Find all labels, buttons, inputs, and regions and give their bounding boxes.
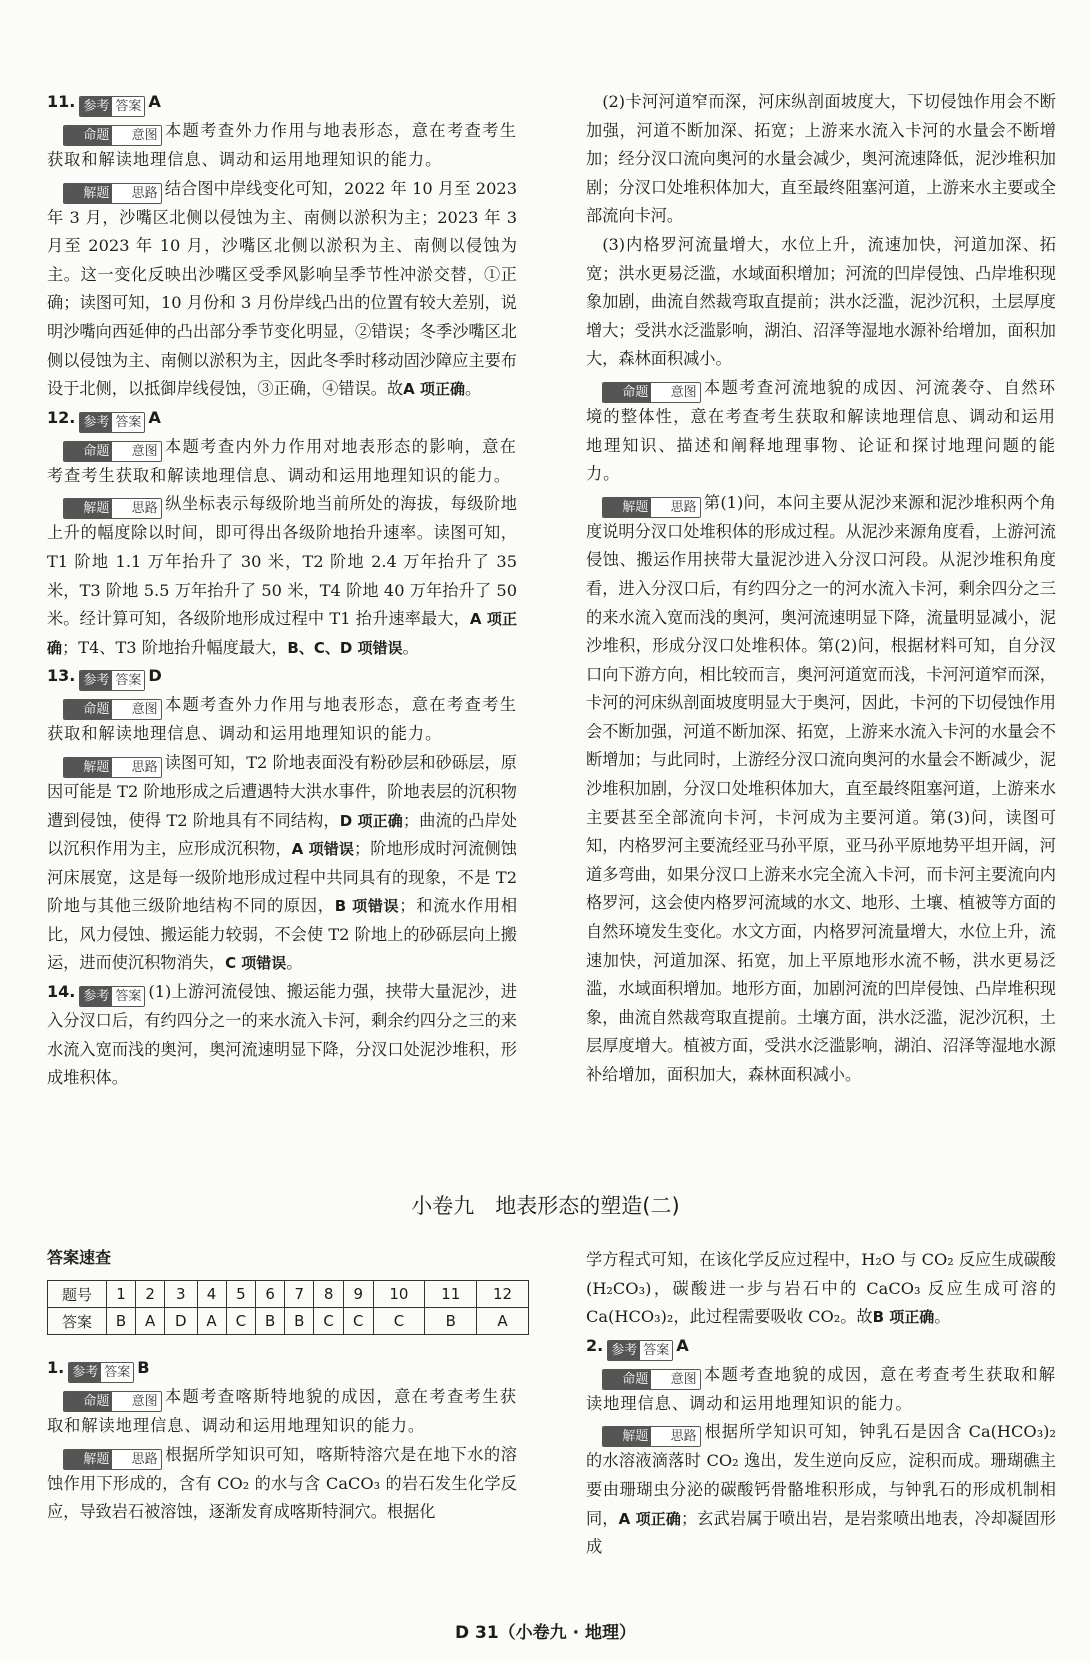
table-cell: A bbox=[477, 1308, 529, 1335]
s1-answer: B bbox=[137, 1358, 150, 1377]
table-cell: C bbox=[314, 1308, 344, 1335]
left-column-lower bbox=[47, 1300, 517, 1527]
reference-answer-tag: 参考 答案 bbox=[68, 1362, 134, 1383]
table-cell: 5 bbox=[226, 1281, 256, 1308]
q13-answer-line bbox=[47, 662, 517, 691]
right-column bbox=[586, 88, 1056, 1090]
s2-number: 2. bbox=[586, 1335, 604, 1355]
table-cell: 2 bbox=[136, 1281, 165, 1308]
q14-number: 14. bbox=[47, 982, 76, 1002]
q14-answer-2: (2)卡河河道窄而深，河床纵剖面坡度大，下切侵蚀作用会不断加强，河道不断加深、拓宽；上游来水流入卡河的水量会不断增加；经分汊口流向奥河的水量会减少，奥河流速降低，泥沙堆积加剧；分汊口处堆积体加大，直至最终阻塞河道，上游来水主要或全部流向卡河。 bbox=[586, 92, 1056, 226]
s1-intent: 命题 意图 本题考查喀斯特地貌的成因，意在考查考生获取和解读地理信息、调动和运用地理知识的能力。 bbox=[47, 1387, 517, 1435]
reference-answer-tag: 参考 答案 bbox=[79, 96, 145, 117]
q12-idea: 解题 思路 纵坐标表示每级阶地当前所处的海拔，每级阶地上升的幅度除以时间，即可得出各级阶地抬升速率。读图可知，T1 阶地 1.1 万年抬升了 30 米，T2 阶地 2.4 万年抬升了 35 米，T3 阶地 5.5 万年抬升了 50 米，T4 阶地 40 万年抬升了 50 米。经计算可知，各级阶地形成过程中 T1 抬升速率最大，A 项正确；T4、T3 阶地抬升幅度最大，B、C、D 项错误。 bbox=[47, 494, 517, 657]
q14-idea: 解题 思路 第(1)问，本问主要从泥沙来源和泥沙堆积两个角度说明分汊口处堆积体的形成过程。从泥沙来源角度看，上游河流侵蚀、搬运作用挟带大量泥沙进入分汊口河段。从泥沙堆积角度看，进入分汊口后，有约四分之一的河水流入卡河，剩余四分之三的来水流入宽而浅的奥河，奥河流速明显下降，流量明显减小，泥沙堆积，形成分汊口处堆积体。第(2)问，根据材料可知，自分汊口向下游方向，相比较而言，奥河河道宽而浅，卡河河道窄而深，卡河的河床纵剖面坡度明显大于奥河，因此，卡河的下切侵蚀作用会不断加强，河道不断加深、拓宽，上游来水流入卡河的水量会不断增加；与此同时，上游经分汊口流向奥河的水量会不断减少，泥沙堆积加剧，分汊口处堆积体加大，直至最终阻塞河道，上游来水主要甚至全部流向卡河，卡河成为主要河道。第(3)问，读图可知，内格罗河主要流经亚马孙平原，亚马孙平原地势平坦开阔，河道多弯曲，如果分汊口上游来水完全流入卡河，而卡河主要流向内格罗河，这会使内格罗河流域的水文、地形、土壤、植被等方面的自然环境发生变化。水文方面，内格罗河流量增大，水位上升，流速加快，河道加深、拓宽，加上平原地形水流不畅，洪水更易泛滥，水域面积增加。地形方面，加剧河流的凹岸侵蚀、凸岸堆积现象，曲流自然裁弯取直提前。土壤方面，洪水泛滥，泥沙沉积，土层厚度增大。植被方面，受洪水泛滥影响，湖泊、沼泽等湿地水源补给增加，面积加大，森林面积减小。 bbox=[586, 492, 1056, 1084]
table-cell: 12 bbox=[477, 1281, 529, 1308]
quick-answer-title: 答案速查 bbox=[47, 1248, 112, 1267]
table-cell: B bbox=[107, 1308, 136, 1335]
q11-number: 11. bbox=[47, 92, 76, 111]
intent-tag: 命题 意图 bbox=[63, 125, 161, 146]
reference-answer-tag: 参考 答案 bbox=[79, 670, 145, 691]
idea-tag: 解题 思路 bbox=[63, 183, 161, 204]
table-cell: 10 bbox=[373, 1281, 425, 1308]
q12-intent: 命题 意图 本题考查内外力作用对地表形态的影响，意在考查考生获取和解读地理信息、调动和运用地理知识的能力。 bbox=[47, 436, 517, 485]
table-cell: B bbox=[256, 1308, 285, 1335]
table-cell: A bbox=[136, 1308, 165, 1335]
s2-idea: 解题 思路 根据所学知识可知，钟乳石是因含 Ca(HCO₃)₂ 的水溶液滴落时 CO₂ 逸出，发生逆向反应，淀积而成。珊瑚礁主要由珊瑚虫分泌的碳酸钙骨骼堆积形成，与钟乳石的形成机制相同，A 项正确；玄武岩属于喷出岩，是岩浆喷出地表，冷却凝固形成 bbox=[586, 1422, 1056, 1557]
q13-answer: D bbox=[148, 666, 162, 686]
q13-idea: 解题 思路 读图可知，T2 阶地表面没有粉砂层和砂砾层，原因可能是 T2 阶地形成之后遭遇特大洪水事件，阶地表层的沉积物遭到侵蚀，使得 T2 阶地具有不同结构，D 项正确；曲流的凸岸处以沉积作用为主，应形成沉积物，A 项错误；阶地形成时河流侧蚀河床展宽，这是每一级阶地形成过程中共同具有的现象，不是 T2 阶地与其他三级阶地结构不同的原因，B 项错误；和流水作用相比，风力侵蚀、搬运能力较弱，不会使 T2 阶地上的砂砾层向上搬运，进而使沉积物消失，C 项错误。 bbox=[47, 752, 518, 973]
q11-idea: 解题 思路 结合图中岸线变化可知，2022 年 10 月至 2023 年 3 月，沙嘴区北侧以侵蚀为主、南侧以淤积为主；2023 年 3 月至 2023 年 10 月，沙嘴区北侧以淤积为主、南侧以侵蚀为主。这一变化反映出沙嘴区受季风影响呈季节性冲淤交替，①正确；读图可知，10 月份和 3 月份岸线凸出的位置有较大差别，说明沙嘴向西延伸的凸出部分季节变化明显，②错误；冬季沙嘴区北侧以侵蚀为主、南侧以淤积为主，因此冬季时移动固沙障应主要布设于北侧，以抵御岸线侵蚀，③正确，④错误。故A 项正确。 bbox=[47, 178, 517, 399]
q14-answer-1: 14. 参考 答案 (1)上游河流侵蚀、搬运能力强，挟带大量泥沙，进入分汊口后，有约四分之一的来水流入卡河，剩余约四分之三的来水流入宽而浅的奥河，奥河流速明显下降，分汊口处泥沙堆积，形成堆积体。 bbox=[47, 982, 517, 1088]
table-cell: 6 bbox=[256, 1281, 285, 1308]
table-cell: D bbox=[165, 1308, 197, 1335]
table-header-cell: 题号 bbox=[48, 1281, 107, 1308]
intent-tag: 命题 意图 bbox=[63, 441, 161, 462]
s1-answer-line bbox=[47, 1354, 517, 1383]
table-cell: A bbox=[197, 1308, 226, 1335]
s1-idea-continued: 学方程式可知，在该化学反应过程中，H₂O 与 CO₂ 反应生成碳酸(H₂CO₃)，碳酸进一步与岩石中的 CaCO₃ 反应生成可溶的 Ca(HCO₃)₂，此过程需要吸收 CO₂。故B 项正确。 bbox=[586, 1250, 1056, 1327]
table-cell: 7 bbox=[285, 1281, 314, 1308]
table-cell: C bbox=[226, 1308, 256, 1335]
q13-number: 13. bbox=[47, 666, 76, 686]
right-column-lower bbox=[586, 1246, 1056, 1562]
intent-tag: 命题 意图 bbox=[63, 1391, 161, 1412]
table-cell: 11 bbox=[425, 1281, 477, 1308]
s2-answer: A bbox=[676, 1335, 689, 1355]
table-cell: C bbox=[373, 1308, 425, 1335]
intent-tag: 命题 意图 bbox=[63, 699, 161, 720]
idea-tag: 解题 思路 bbox=[602, 1426, 700, 1447]
reference-answer-tag: 参考 答案 bbox=[79, 412, 145, 433]
q14-intent: 命题 意图 本题考查河流地貌的成因、河流袭夺、自然环境的整体性，意在考查考生获取和解读地理信息、调动和运用地理知识、描述和阐释地理事物、论证和探讨地理问题的能力。 bbox=[586, 377, 1056, 484]
table-cell: 4 bbox=[197, 1281, 226, 1308]
s2-answer-line bbox=[586, 1332, 1056, 1361]
q11-answer-line bbox=[47, 88, 517, 117]
reference-answer-tag: 参考 答案 bbox=[607, 1340, 673, 1361]
idea-tag: 解题 思路 bbox=[602, 497, 700, 518]
table-cell: 8 bbox=[314, 1281, 344, 1308]
s2-intent: 命题 意图 本题考查地貌的成因，意在考查考生获取和解读地理信息、调动和运用地理知识的能力。 bbox=[586, 1364, 1056, 1413]
table-cell: 3 bbox=[165, 1281, 197, 1308]
table-cell: 9 bbox=[343, 1281, 373, 1308]
q12-answer-line bbox=[47, 404, 517, 433]
s1-number: 1. bbox=[47, 1358, 65, 1377]
intent-tag: 命题 意图 bbox=[602, 1369, 700, 1390]
q14-answer-3: (3)内格罗河流量增大，水位上升，流速加快，河道加深、拓宽；洪水更易泛滥，水域面积增加；河流的凹岸侵蚀、凸岸堆积现象加剧，曲流自然裁弯取直提前；洪水泛滥，泥沙沉积，土层厚度增大；受洪水泛滥影响，湖泊、沼泽等湿地水源补给增加，面积加大，森林面积减小。 bbox=[586, 234, 1056, 369]
page-footer: D 31（小卷九 · 地理） bbox=[455, 1623, 636, 1643]
intent-tag: 命题 意图 bbox=[602, 382, 700, 403]
s1-idea: 解题 思路 根据所学知识可知，喀斯特溶穴是在地下水的溶蚀作用下形成的，含有 CO₂ 的水与含 CaCO₃ 的岩石发生化学反应，导致岩石被溶蚀，逐渐发育成喀斯特洞穴。根据化 bbox=[47, 1444, 517, 1522]
idea-tag: 解题 思路 bbox=[63, 498, 161, 519]
table-cell: 1 bbox=[107, 1281, 136, 1308]
idea-tag: 解题 思路 bbox=[63, 1449, 161, 1470]
table-cell: C bbox=[343, 1308, 373, 1335]
q12-number: 12. bbox=[47, 407, 76, 427]
section-title: 小卷九 地表形态的塑造(二) bbox=[411, 1194, 680, 1218]
q12-answer: A bbox=[148, 407, 161, 427]
table-header-cell: 答案 bbox=[48, 1308, 107, 1335]
q11-intent: 命题 意图 本题考查外力作用与地表形态，意在考查考生获取和解读地理信息、调动和运用地理知识的能力。 bbox=[47, 121, 517, 169]
q13-intent: 命题 意图 本题考查外力作用与地表形态，意在考查考生获取和解读地理信息、调动和运用地理知识的能力。 bbox=[47, 695, 517, 744]
q11-answer: A bbox=[148, 92, 161, 111]
left-column bbox=[47, 88, 517, 1093]
idea-tag: 解题 思路 bbox=[63, 757, 161, 778]
table-cell: B bbox=[425, 1308, 477, 1335]
reference-answer-tag: 参考 答案 bbox=[79, 986, 145, 1007]
table-cell: B bbox=[285, 1308, 314, 1335]
